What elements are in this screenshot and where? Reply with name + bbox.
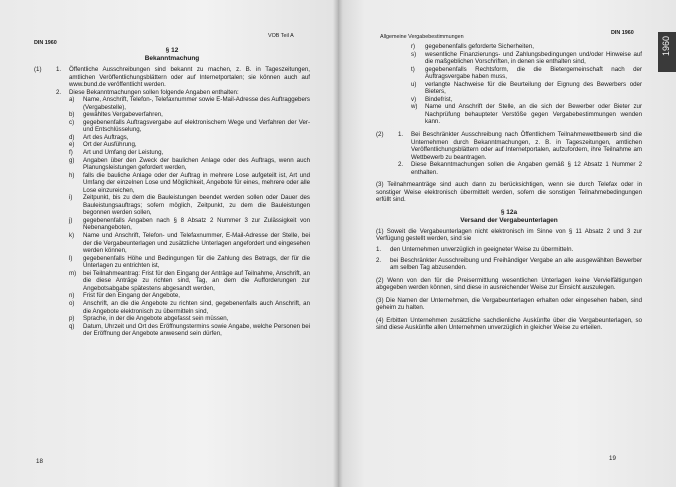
left-lettered-list — [34, 96, 310, 338]
lettered-item — [34, 119, 310, 134]
item-letter: n) — [69, 292, 75, 300]
para1-marker: (1) — [34, 66, 42, 73]
item-text: Sprache, in der die Angebote abgefasst sein müssen, — [83, 315, 229, 323]
lettered-item — [376, 66, 642, 81]
item-text: Art des Auftrags, — [83, 133, 129, 141]
para1-item2 — [34, 89, 310, 97]
lettered-item — [34, 149, 310, 157]
lettered-item — [34, 172, 310, 195]
item-text: Datum, Uhrzeit und Ort des Eröffnungstermins sowie Angabe, welche Personen bei der Eröffnung der Angebote anwesend sein dürfen, — [83, 322, 310, 338]
lettered-item — [34, 270, 310, 293]
item-letter: i) — [69, 194, 73, 202]
lettered-item — [34, 300, 310, 315]
para2-item2-text: Diese Bekanntmachungen sollen die Angaben gemäß § 12 Absatz 1 Nummer 2 enthalten. — [411, 161, 642, 176]
item-letter: b) — [69, 111, 75, 119]
left-page-body — [34, 47, 310, 338]
left-page-number: 18 — [36, 458, 43, 465]
item-text: bei Teilnahmeantrag: Frist für den Eingang der Anträge auf Teilnahme, Anschrift, an die diese Anträge zu richten sind, Tag, an dem die Aufforderungen zur Angebotsabgabe spätestens abgesandt werden, — [83, 269, 310, 292]
para2-item2 — [376, 161, 642, 176]
left-header-year: DIN 1960 — [34, 40, 57, 46]
item-text: Name und Anschrift der Stelle, an die sich der Bewerber oder Bieter zur Nachprüfung behaupteter Verstöße gegen Vergabebestimmungen wenden kann. — [425, 103, 642, 126]
item-number: 1. — [56, 66, 62, 73]
item-number: 1. — [398, 131, 404, 139]
item-letter: d) — [69, 133, 75, 141]
item-text: Ort der Ausführung, — [83, 141, 137, 149]
para2-item1-text: Bei Beschränkter Ausschreibung nach Öffentlichem Teilnahmewettbewerb sind die Unternehmen durch Bekanntmachungen, z. B. in Tageszeitungen, amtlichen Veröffentlichungsblättern oder auf Internetportalen, aufzufordern, ihre Teilnahme am Wettbewerb zu beantragen. — [411, 131, 642, 161]
s12a-item1-text: den Unternehmen unverzüglich in geeigneter Weise zu übermitteln. — [390, 246, 574, 254]
lettered-item — [34, 323, 310, 338]
item-letter: u) — [411, 80, 417, 88]
item-text: gegebenenfalls Auftragsvergabe auf elektronischem Wege und Verfahren der Ver- und Entschlüsselung, — [83, 118, 310, 134]
year-side-tab — [658, 32, 676, 72]
item-letter: c) — [69, 118, 75, 126]
item-text: gegebenenfalls Rechtsform, die die Bietergemeinschaft nach der Auftragsvergabe haben muss, — [425, 65, 642, 81]
lettered-item — [34, 96, 310, 111]
item-text: gegebenenfalls geforderte Sicherheiten, — [425, 43, 534, 50]
item-letter: f) — [69, 149, 73, 157]
right-header-year: DIN 1960 — [611, 30, 634, 36]
item-text: Anschrift, an die die Angebote zu richten sind, gegebenenfalls auch Anschrift, an die Angebote elektronisch zu übermitteln sind, — [83, 299, 310, 315]
item-number: 1. — [376, 246, 382, 254]
item-text: gegebenenfalls Höhe und Bedingungen für die Zahlung des Betrags, der für die Unterlagen zu entrichten ist, — [83, 254, 310, 270]
item-letter: t) — [411, 65, 415, 73]
para1-item1 — [34, 66, 310, 89]
item-letter: l) — [69, 254, 73, 262]
item-text: gegebenenfalls Angaben nach § 8 Absatz 2 Nummer 3 zur Zulässigkeit von Nebenangeboten, — [83, 216, 310, 232]
s12a-item1 — [376, 246, 642, 254]
item-letter: o) — [69, 299, 75, 307]
lettered-item — [34, 141, 310, 149]
s12a-item2-text: bei Beschränkter Ausschreibung und Freihändiger Vergabe an alle ausgewählten Bewerber am selben Tag abzusenden. — [390, 256, 642, 272]
lettered-item — [376, 96, 642, 104]
item-letter: r) — [411, 43, 416, 50]
section-12a-number: § 12a — [500, 208, 518, 216]
lettered-item — [34, 134, 310, 142]
lettered-item — [376, 43, 642, 51]
book-gutter — [333, 0, 343, 487]
item-letter: w) — [411, 103, 418, 111]
item-letter: g) — [69, 156, 75, 164]
item-text: gewähltes Vergabeverfahren, — [83, 111, 163, 119]
lettered-item — [376, 51, 642, 66]
year-side-tab-label: 1960 — [661, 36, 671, 57]
item-letter: q) — [69, 322, 75, 330]
item-letter: k) — [69, 232, 75, 240]
item-letter: j) — [69, 216, 73, 224]
lettered-item — [376, 103, 642, 126]
right-lettered-list — [376, 43, 642, 126]
section-12a-title: Versand der Vergabeunterlagen — [460, 216, 558, 224]
right-page-number: 19 — [609, 455, 616, 462]
right-page-body — [376, 43, 642, 332]
item-text: Angaben über den Zweck der baulichen Anlage oder des Auftrags, wenn auch Planungsleistungen gefordert werden, — [83, 156, 310, 172]
item-number: 2. — [376, 256, 382, 264]
lettered-item — [34, 194, 310, 217]
para2-marker: (2) — [376, 131, 384, 139]
lettered-item — [34, 111, 310, 119]
right-header-title: Allgemeine Vergabebestimmungen — [380, 34, 464, 40]
item-text: Name und Anschrift, Telefon- und Telefaxnummer, E-Mail-Adresse der Stelle, bei der die Vergabeunterlagen und zusätzliche Unterlagen angefordert und eingesehen werden können, — [83, 232, 310, 255]
item-letter: s) — [411, 50, 417, 58]
lettered-item — [34, 255, 310, 270]
item-letter: h) — [69, 171, 75, 179]
lettered-item — [34, 232, 310, 255]
item-text: Zeitpunkt, bis zu dem die Bauleistungen beendet werden sollen oder Dauer des Bauleistungsauftrags; sofern möglich, Zeitpunkt, zu dem die Bauleistungen begonnen werden sollen, — [83, 194, 310, 217]
left-header-part: VOB Teil A — [268, 33, 294, 39]
s12a-para4: (4) Erbitten Unternehmen zusätzliche sachdienliche Auskünfte über die Vergabeunterlagen, so sind diese Auskünfte allen Unternehmen unverzüglich in gleicher Weise zu erteilen. — [376, 316, 642, 332]
s12a-item2 — [376, 257, 642, 272]
lettered-item — [34, 292, 310, 300]
item-letter: e) — [69, 141, 75, 149]
item-letter: v) — [411, 95, 417, 103]
item-number: 2. — [56, 88, 62, 96]
item-text: falls die bauliche Anlage oder der Auftrag in mehrere Lose aufgeteilt ist, Art und Umfang der einzelnen Lose und Möglichkeit, Angebote für eines, mehrere oder alle Lose einzureichen, — [83, 171, 310, 194]
item-text: wesentliche Finanzierungs- und Zahlungsbedingungen und/oder Hinweise auf die maßgeblichen Vorschriften, in denen sie enthalten sind, — [425, 50, 642, 66]
lettered-item — [34, 217, 310, 232]
item-letter: m) — [69, 269, 77, 277]
item-letter: a) — [69, 96, 75, 104]
item-text: verlangte Nachweise für die Beurteilung der Eignung des Bewerbers oder Bieters, — [425, 80, 642, 96]
item-text: Bindefrist, — [425, 95, 453, 103]
lettered-item — [376, 81, 642, 96]
s12a-para3: (3) Die Namen der Unternehmen, die Vergabeunterlagen erhalten oder eingesehen haben, sind geheim zu halten. — [376, 296, 642, 312]
s12a-para2: (2) Wenn von den für die Preisermittlung wesentlichen Unterlagen keine Vervielfältigungen abgegeben werden können, sind diese in ausreichender Weise zur Einsicht auszulegen. — [376, 276, 642, 292]
lettered-item — [34, 315, 310, 323]
item-text: Frist für den Eingang der Angebote, — [83, 292, 180, 300]
para2-item1 — [376, 131, 642, 161]
item-text: Art und Umfang der Leistung, — [83, 149, 164, 157]
section-12-number: § 12 — [165, 47, 179, 54]
s12a-para1: (1) Soweit die Vergabeunterlagen nicht elektronisch im Sinne von § 11 Absatz 2 und 3 zur Verfügung gestellt werden, sind sie — [376, 227, 642, 243]
para1-item1-text: Öffentliche Ausschreibungen sind bekannt zu machen, z. B. in Tageszeitungen, amtlichen Veröffentlichungsblättern oder auf Internetportalen; sie können auch auf www.bund.de veröffentlicht werden. — [69, 66, 310, 89]
section-12-title: Bekanntmachung — [144, 55, 200, 62]
para3-text: (3) Teilnahmeanträge sind auch dann zu berücksichtigen, wenn sie durch Telefax oder in sonstiger Weise elektronisch übermittelt werden, sofern die sonstigen Teilnahmebedingungen erfüllt sind. — [376, 181, 642, 204]
item-number: 2. — [398, 161, 404, 169]
lettered-item — [34, 157, 310, 172]
para1-item2-text: Diese Bekanntmachungen sollen folgende Angaben enthalten: — [69, 88, 239, 96]
item-letter: p) — [69, 315, 75, 323]
item-text: Name, Anschrift, Telefon-, Telefaxnummer sowie E-Mail-Adresse des Auftraggebers (Vergabestelle), — [83, 96, 310, 111]
